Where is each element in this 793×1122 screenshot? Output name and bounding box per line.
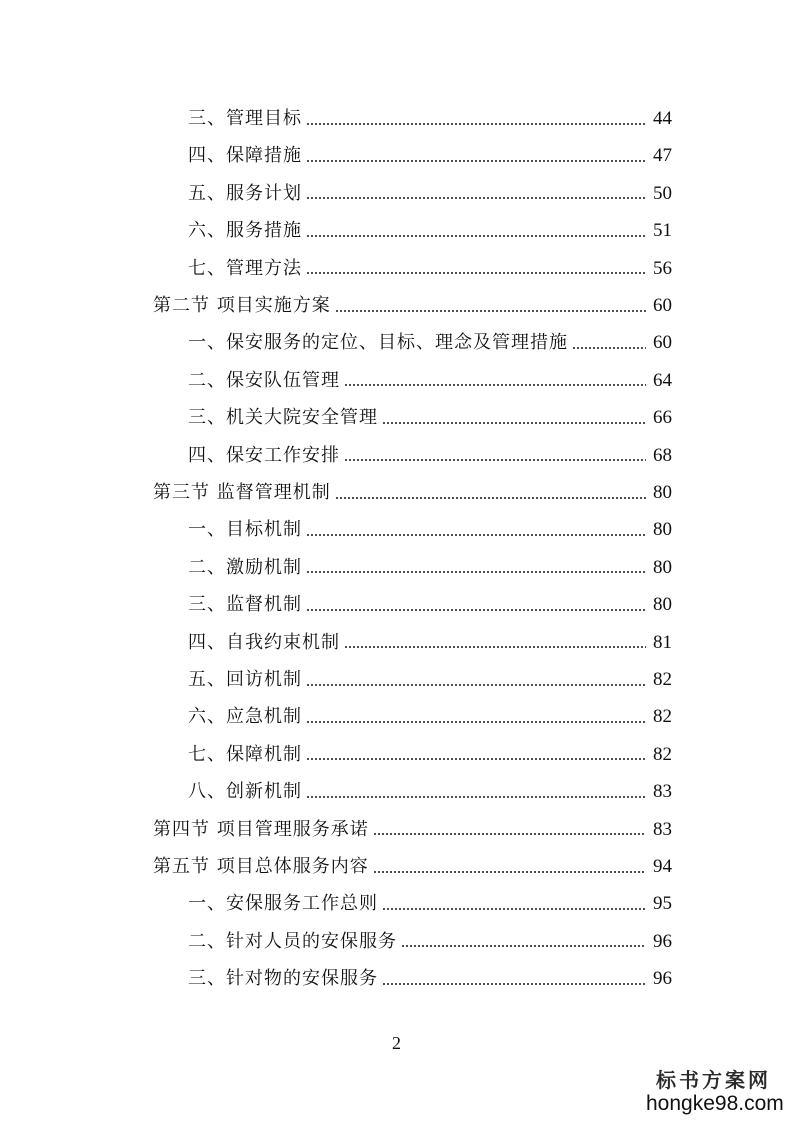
toc-dot-leader (306, 197, 646, 199)
toc-entry-page: 44 (653, 108, 672, 129)
toc-dot-leader (306, 758, 646, 760)
toc-entry-page: 95 (653, 893, 672, 915)
toc-entry-label: 五、回访机制 (188, 669, 302, 690)
toc-subsection-entry[interactable] (188, 399, 672, 436)
toc-subsection-entry[interactable] (188, 923, 672, 960)
toc-entry-page: 60 (653, 295, 672, 316)
toc-subsection-entry[interactable] (188, 137, 672, 174)
toc-dot-leader (373, 833, 646, 835)
toc-entry-page: 68 (653, 444, 672, 466)
toc-entry-label: 六、服务措施 (188, 220, 302, 242)
toc-dot-leader (382, 908, 646, 910)
page-number: 2 (392, 1033, 401, 1053)
toc-subsection-entry[interactable] (188, 773, 672, 810)
toc-entry-label: 三、机关大院安全管理 (188, 407, 378, 429)
toc-entry-label: 三、针对物的安保服务 (188, 968, 378, 990)
toc-entry-label: 二、激励机制 (188, 556, 302, 578)
toc-dot-leader (373, 871, 646, 873)
toc-subsection-entry[interactable] (188, 250, 672, 287)
toc-subsection-entry[interactable] (188, 698, 672, 735)
toc-dot-leader (306, 684, 646, 686)
toc-entry-label: 第五节 项目总体服务内容 (153, 856, 369, 877)
toc-entry-page: 66 (653, 407, 672, 429)
toc-entry-page: 83 (653, 781, 672, 803)
toc-subsection-entry[interactable] (188, 437, 672, 474)
toc-entry-label: 二、保安队伍管理 (188, 369, 340, 391)
toc-entry-page: 80 (653, 482, 672, 503)
toc-entry-label: 五、服务计划 (188, 182, 302, 204)
toc-dot-leader (344, 384, 646, 386)
toc-entry-page: 50 (653, 182, 672, 204)
toc-entry-label: 三、管理目标 (188, 108, 302, 129)
toc-dot-leader (306, 123, 646, 125)
toc-subsection-entry[interactable] (188, 960, 672, 997)
toc-entry-page: 60 (653, 332, 672, 354)
toc-subsection-entry[interactable] (188, 885, 672, 922)
toc-dot-leader (306, 609, 646, 611)
toc-section-entry[interactable] (153, 848, 672, 885)
toc-dot-leader (306, 534, 646, 536)
toc-dot-leader (335, 310, 646, 312)
toc-entry-page: 82 (653, 743, 672, 765)
toc-subsection-entry[interactable] (188, 212, 672, 249)
toc-dot-leader (382, 983, 646, 985)
toc-entry-page: 83 (653, 818, 672, 840)
toc-entry-page: 82 (653, 669, 672, 690)
toc-subsection-entry[interactable] (188, 324, 672, 361)
toc-dot-leader (306, 160, 646, 162)
toc-entry-label: 一、安保服务工作总则 (188, 893, 378, 915)
toc-dot-leader (344, 646, 646, 648)
toc-dot-leader (306, 721, 646, 723)
watermark-url: hongke98.com (646, 1092, 784, 1115)
toc-subsection-entry[interactable] (188, 100, 672, 137)
watermark-title: 标书方案网 (656, 1068, 771, 1092)
toc-entry-page: 96 (653, 968, 672, 990)
toc-entry-page: 94 (653, 856, 672, 877)
toc-entry-label: 第二节 项目实施方案 (153, 295, 331, 316)
toc-entry-label: 七、保障机制 (188, 743, 302, 765)
toc-entry-page: 80 (653, 519, 672, 541)
toc-subsection-entry[interactable] (188, 175, 672, 212)
toc-dot-leader (306, 272, 646, 274)
toc-subsection-entry[interactable] (188, 362, 672, 399)
toc-subsection-entry[interactable] (188, 586, 672, 623)
toc-entry-label: 一、目标机制 (188, 519, 302, 541)
toc-entry-page: 80 (653, 594, 672, 616)
toc-entry-label: 四、保障措施 (188, 145, 302, 167)
toc-dot-leader (306, 571, 646, 573)
toc-entry-page: 81 (653, 631, 672, 653)
toc-subsection-entry[interactable] (188, 624, 672, 661)
toc-dot-leader (401, 945, 646, 947)
toc-entry-label: 四、自我约束机制 (188, 631, 340, 653)
toc-entry-label: 三、监督机制 (188, 594, 302, 616)
toc-entry-label: 一、保安服务的定位、目标、理念及管理措施 (188, 332, 568, 354)
toc-entry-label: 第三节 监督管理机制 (153, 482, 331, 503)
toc-entry-label: 二、针对人员的安保服务 (188, 930, 397, 952)
toc-dot-leader (335, 497, 646, 499)
toc-subsection-entry[interactable] (188, 661, 672, 698)
watermark (646, 1068, 784, 1116)
toc-dot-leader (572, 347, 646, 349)
toc-section-entry[interactable] (153, 474, 672, 511)
toc-entry-page: 56 (653, 257, 672, 279)
toc-entry-label: 第四节 项目管理服务承诺 (153, 818, 369, 840)
toc-subsection-entry[interactable] (188, 736, 672, 773)
toc-entry-page: 80 (653, 556, 672, 578)
toc-dot-leader (306, 796, 646, 798)
toc-entry-label: 六、应急机制 (188, 706, 302, 728)
toc-dot-leader (344, 459, 646, 461)
toc-subsection-entry[interactable] (188, 549, 672, 586)
toc-subsection-entry[interactable] (188, 511, 672, 548)
toc-entry-label: 八、创新机制 (188, 781, 302, 803)
toc-section-entry[interactable] (153, 287, 672, 324)
toc-entry-label: 七、管理方法 (188, 257, 302, 279)
toc-dot-leader (306, 235, 646, 237)
toc-entry-page: 82 (653, 706, 672, 728)
toc-section-entry[interactable] (153, 811, 672, 848)
toc-entry-page: 64 (653, 369, 672, 391)
toc-entry-label: 四、保安工作安排 (188, 444, 340, 466)
toc-dot-leader (382, 422, 646, 424)
toc-entry-page: 96 (653, 930, 672, 952)
toc-entry-page: 47 (653, 145, 672, 167)
toc-entry-page: 51 (653, 220, 672, 242)
